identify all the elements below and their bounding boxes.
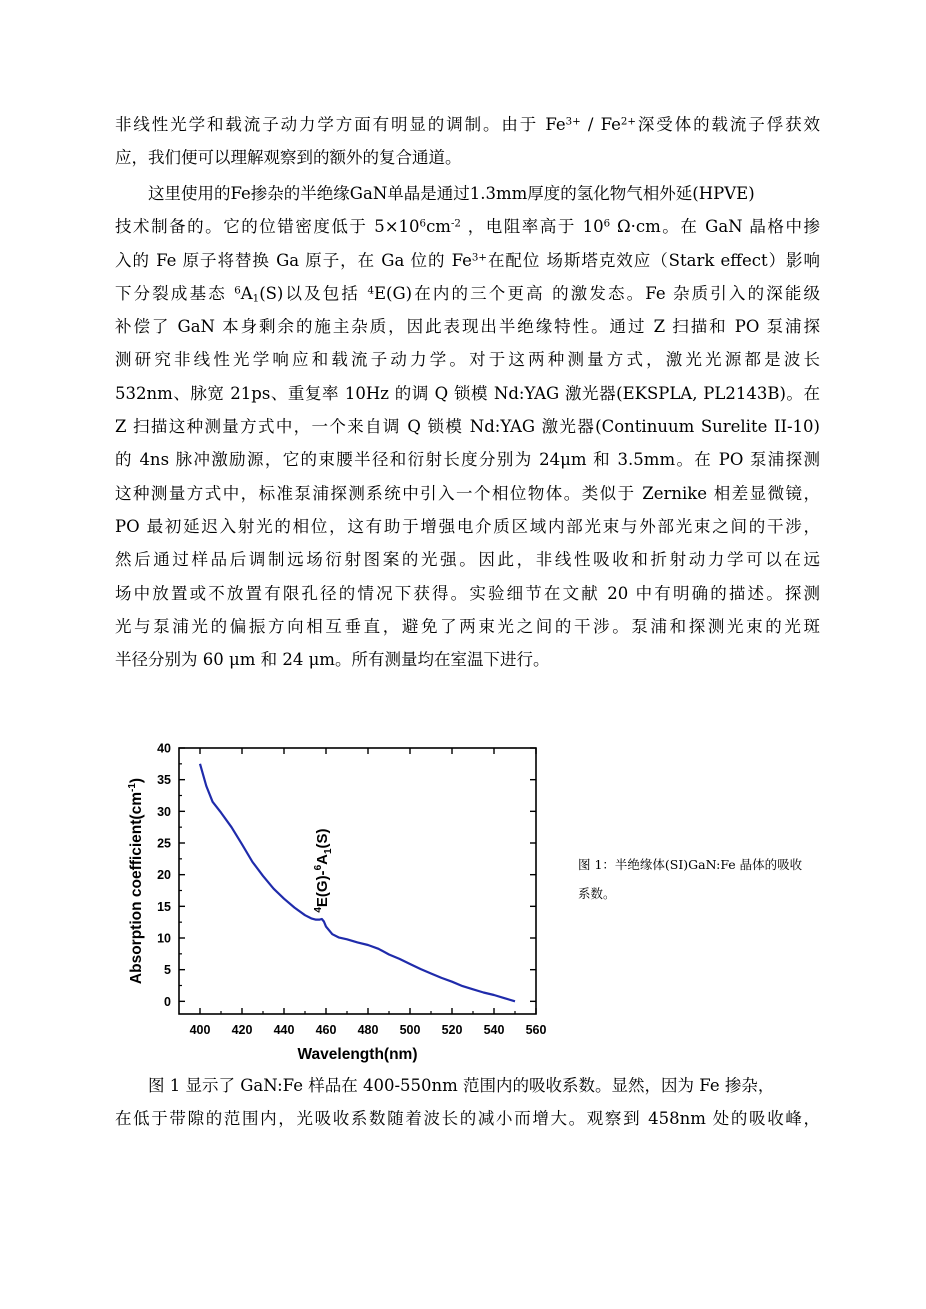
text-line: 光与泵浦光的偏振方向相互垂直，避免了两束光之间的干涉。泵浦和探测光束的光斑 <box>115 616 820 636</box>
text-line: 这里使用的Fe掺杂的半绝缘GaN单晶是通过1.3mm厚度的氢化物气相外延(HPVE) <box>148 184 755 203</box>
x-tick-label: 500 <box>399 1023 421 1037</box>
y-tick-label: 5 <box>164 963 171 978</box>
text-line: 场中放置或不放置有限孔径的情况下获得。实验细节在文献 20 中有明确的描述。探测 <box>115 583 820 603</box>
x-tick-label: 520 <box>441 1023 463 1037</box>
text-line: 半径分别为 60 μm 和 24 μm。所有测量均在室温下进行。 <box>115 650 550 670</box>
text-line: 的 4ns 脉冲激励源，它的束腰半径和衍射长度分别为 24μm 和 3.5mm。在 PO 泵浦探测 <box>115 450 820 470</box>
text-line: 入的 Fe 原子将替换 Ga 原子，在 Ga 位的 $Fe^{3+}$在配位 场斯塔克效应（Stark effect）影响 <box>115 250 820 270</box>
y-tick-label: 30 <box>157 804 171 819</box>
x-tick-label: 560 <box>525 1023 547 1037</box>
text-line: 在低于带隙的范围内，光吸收系数随着波长的减小而增大。观察到 458nm 处的吸收峰， <box>115 1109 820 1129</box>
text-line: 非线性光学和载流子动力学方面有明显的调制。由于 $Fe^{3+} / Fe^{2+}$深受体的载流子俘获效 <box>115 115 821 134</box>
text-line: 下分裂成基态 $^6A_1(S)$以及包括 $^4$E(G)在内的三个更高 的激发态。Fe 杂质引入的深能级 <box>115 283 820 305</box>
text-line: PO 最初延迟入射光的相位，这有助于增强电介质区域内部光束与外部光束之间的干涉， <box>115 516 820 536</box>
text-line: 应，我们便可以理解观察到的额外的复合通道。 <box>115 148 462 168</box>
y-axis-label: Absorption $coefficient(cm^{-1})$ <box>127 777 145 985</box>
y-tick-label: 10 <box>157 931 171 946</box>
y-tick-label: 40 <box>157 741 171 756</box>
x-tick-label: 400 <box>189 1023 211 1037</box>
x-axis-label: Wavelength(nm) <box>297 1046 418 1063</box>
plot-frame <box>179 748 536 1014</box>
y-tick-label: 35 <box>157 773 171 788</box>
y-tick-label: 15 <box>157 899 171 914</box>
data-line-series <box>200 764 515 1002</box>
main-paragraph <box>115 177 820 676</box>
y-tick-label: 20 <box>157 868 171 883</box>
text-line: 技术制备的。它的位错密度低于 $5\times 10^6cm^{-2}$ ，电阻率高于 $10^6$ Ω·cm。在 GaN 晶格中掺 <box>115 217 820 237</box>
text-line: Z 扫描这种测量方式中，一个来自调 Q 锁模 Nd:YAG 激光器(Continuum Surelite II-10) <box>115 417 820 437</box>
text-line: 532nm、脉宽 21ps、重复率 10Hz 的调 Q 锁模 Nd:YAG 激光器(EKSPLA, PL2143B)。在 <box>115 383 820 403</box>
text-line: 测研究非线性光学响应和载流子动力学。对于这两种测量方式，激光光源都是波长 <box>115 350 820 370</box>
x-tick-label: 540 <box>483 1023 505 1037</box>
absorption-chart <box>120 738 550 1068</box>
y-tick-label: 0 <box>164 994 171 1009</box>
x-tick-label: 460 <box>315 1023 337 1037</box>
top-paragraph <box>115 108 820 175</box>
x-tick-label: 480 <box>357 1023 379 1037</box>
x-tick-label: 440 <box>273 1023 295 1037</box>
text-line: 补偿了 GaN 本身剩余的施主杂质，因此表现出半绝缘特性。通过 Z 扫描和 PO 泵浦探 <box>115 317 820 337</box>
peak-annotation: $^4E(G)-^6A_1(S)$ <box>312 828 334 913</box>
bottom-paragraph <box>115 1069 820 1136</box>
y-tick-label: 25 <box>157 836 171 851</box>
text-line: 图 1 显示了 GaN:Fe 样品在 400-550nm 范围内的吸收系数。显然，因为 Fe 掺杂， <box>148 1076 775 1095</box>
caption-line: 图 1：半绝缘体(SI)GaN:Fe 晶体的吸收 <box>578 857 803 872</box>
text-line: 然后通过样品后调制远场衍射图案的光强。因此，非线性吸收和折射动力学可以在远 <box>115 550 820 570</box>
chart-series <box>200 764 515 1002</box>
figure-caption <box>578 850 828 908</box>
x-tick-label: 420 <box>231 1023 253 1037</box>
caption-line: 系数。 <box>578 886 616 901</box>
text-line: 这种测量方式中，标准泵浦探测系统中引入一个相位物体。类似于 Zernike 相差显微镜， <box>115 483 820 503</box>
